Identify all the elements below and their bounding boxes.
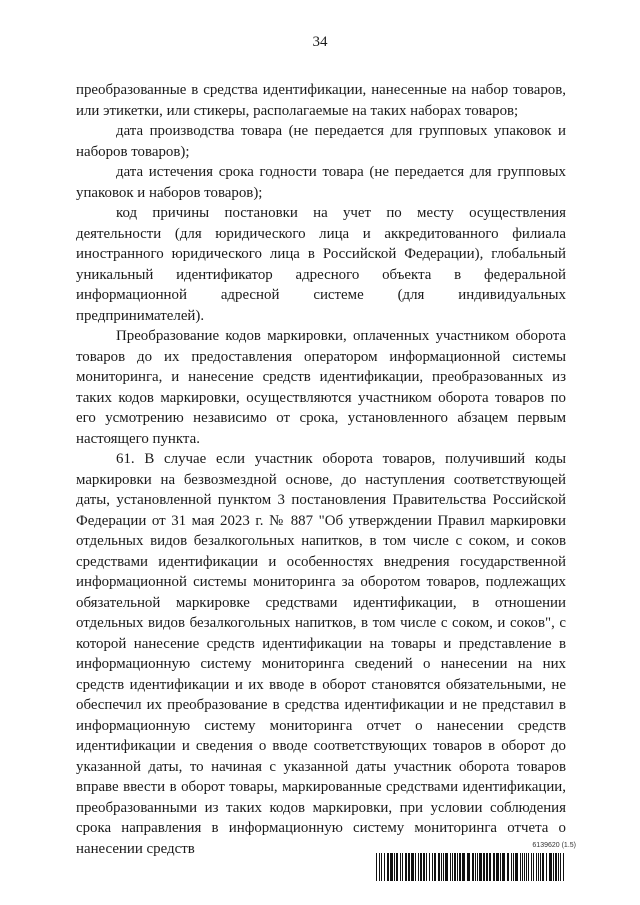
barcode-icon (376, 853, 566, 881)
paragraph-6: 61. В случае если участник оборота товаров, получивший коды маркировки на безвозмездной основе, до наступления соответствующей даты, установленной пунктом 3 постановления Правительства Российской Федерации от 31 мая 2023 г. № 887 "Об утверждении Правил маркировки отдельных видов безалкогольных напитков, в том числе с соком, и соков средствами идентификации и особенностях внедрения государственной информационной системы мониторинга за оборотом товаров, подлежащих обязательной маркировке средствами идентификации, в отношении отдельных видов безалкогольных напитков, в том числе с соком, и соков", с которой нанесение средств идентификации на товары и представление в информационную систему мониторинга сведений о нанесении на них средств идентификации и их вводе в оборот становятся обязательными, не обеспечил их преобразование в средства идентификации и не представил в информационную систему мониторинга отчет о нанесении средств идентификации и сведения о вводе соответствующих товаров в оборот до указанной даты, то начиная с указанной даты участник оборота товаров вправе ввести в оборот товары, маркированные средствами идентификации, преобразованными из таких кодов маркировки, при условии соблюдения срока направления в информационную систему мониторинга отчета о нанесении средств (76, 451, 566, 857)
page-number: 34 (312, 34, 328, 50)
document-body (76, 80, 566, 859)
paragraph-5: Преобразование кодов маркировки, оплаченных участником оборота товаров до их предоставления оператором информационной системы мониторинга, и нанесение средств идентификации, преобразованных из таких кодов маркировки, осуществляются участником оборота товаров по его усмотрению независимо от срока, установленного абзацем первым настоящего пункта. (76, 328, 566, 447)
barcode-label: 6139620 (1.5) (532, 842, 576, 849)
paragraph-4: код причины постановки на учет по месту осуществления деятельности (для юридического лица и аккредитованного филиала иностранного юридического лица в Российской Федерации), глобальный уникальный идентификатор адресного объекта в федеральной информационной адресной системе (для индивидуальных предпринимателей). (76, 205, 566, 324)
paragraph-1: преобразованные в средства идентификации, нанесенные на набор товаров, или этикетки, или стикеры, располагаемые на таких наборах товаров; (76, 82, 566, 119)
paragraph-3: дата истечения срока годности товара (не передается для групповых упаковок и наборов товаров); (76, 164, 566, 201)
paragraph-2: дата производства товара (не передается для групповых упаковок и наборов товаров); (76, 123, 566, 160)
